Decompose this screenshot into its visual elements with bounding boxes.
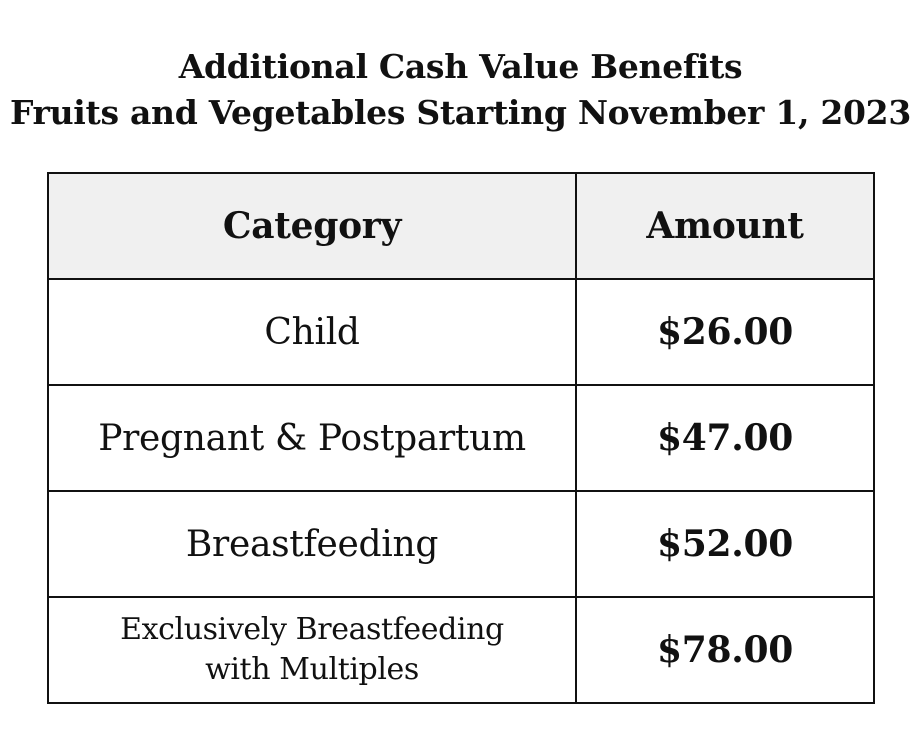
title-line-1: Additional Cash Value Benefits bbox=[178, 47, 743, 86]
header-category: Category bbox=[48, 173, 576, 279]
table-row bbox=[48, 597, 874, 703]
table-row bbox=[48, 385, 874, 491]
amount-cell: $78.00 bbox=[576, 597, 874, 703]
amount-cell: $47.00 bbox=[576, 385, 874, 491]
benefits-table bbox=[47, 172, 875, 704]
category-cell bbox=[48, 491, 576, 597]
category-cell bbox=[48, 385, 576, 491]
amount-cell: $26.00 bbox=[576, 279, 874, 385]
category-label-line-1: Exclusively Breastfeeding bbox=[120, 612, 504, 647]
table-row bbox=[48, 491, 874, 597]
title-line-2: Fruits and Vegetables Starting November 1, 2023 bbox=[9, 93, 912, 132]
category-label-line-2: with Multiples bbox=[205, 652, 419, 687]
table-row bbox=[48, 279, 874, 385]
category-label: Child bbox=[264, 311, 360, 353]
category-label: Breastfeeding bbox=[185, 523, 439, 565]
amount-cell: $52.00 bbox=[576, 491, 874, 597]
table-header-row bbox=[48, 173, 874, 279]
category-cell bbox=[48, 597, 576, 703]
header-amount: Amount bbox=[576, 173, 874, 279]
document-title bbox=[0, 44, 921, 136]
category-label: Pregnant & Postpartum bbox=[98, 417, 526, 459]
category-cell bbox=[48, 279, 576, 385]
